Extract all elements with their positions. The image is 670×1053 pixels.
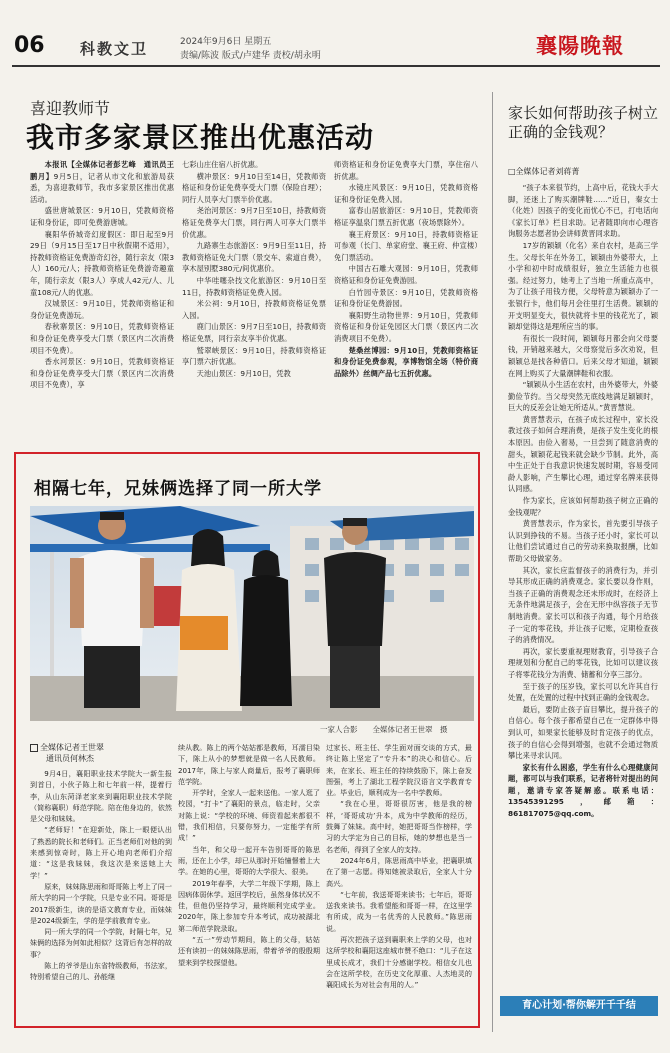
section-name: 科教文卫 [80, 40, 149, 58]
issue-date: 2024年9月6日 星期五 [180, 37, 272, 47]
paragraph: 黄晋慧表示，在孩子成长过程中，家长没教过孩子如何合理消费，是孩子发生变化的根本原因。由俭入奢易，一旦尝到了随意消费的甜头，颖颖花起钱来就会缺少节制。此外，高中生正处于自我意识快速发展时期，容易受同龄人影响，产生攀比心理，通过穿名牌来获得认同感。 [508, 414, 658, 494]
paragraph: 尧治河景区：9月7日至10日，持教师资格证免费享大门票，同行两人可享大门票半价优惠。 [182, 206, 326, 239]
paragraph: 米公祠：9月10日，持教师资格证免票入园。 [182, 299, 326, 320]
paragraph: 富春山居旅游区：9月10日，凭教师资格证享温泉门票五折优惠（夜场票除外）。 [334, 206, 478, 227]
paragraph: 9月4日，襄阳职业技术学院大一新生报到首日，小伙子陈上和七年前一样，提着行李，从山东菏泽老家来到襄阳职业技术学院（简称襄职）师范学院。陪在他身边的，依然是父母和妹妹。 [30, 769, 172, 824]
page-number: 06 [14, 33, 45, 58]
paragraph: 襄王府景区：9月10日，持教师资格证可参观（长门、单家府堂、襄王府、仲宣楼）免门票活动。 [334, 229, 478, 262]
paragraph: 中华哇噻杂技文化旅游区：9月10日至11日，持教师资格证免费入园。 [182, 275, 326, 297]
family-photo-illustration [30, 506, 474, 721]
paragraph: 有很长一段时间，颖颖每月都会向父母要钱，开销越来越大，父母察觉后多次劝说，但颖颖总是找各种借口。后来父母才知道，颖颖在网上购买了大量潮牌鞋和衣服。 [508, 333, 658, 378]
family-photo [30, 506, 474, 721]
paragraph: 续从教。陈上的两个姑姑都是教师，耳濡目染下，陈上从小的梦想就是做一名人民教师。2017年，陈上与家人商量后，报考了襄职师范学院。 [178, 743, 320, 786]
paragraph: “我在心里，哥哥很厉害，他是我的榜样，‘哥哥成功’升本，成为中学教师的经历，鼓舞了妹妹。高中时，她把哥哥当作榜样，学习的大学定为自己的目标，她的梦想也是当一名老师，得到了全家人的支持。 [326, 799, 472, 854]
article-lead [30, 159, 174, 205]
article-column-3 [334, 159, 478, 421]
paragraph: 再次把孩子送到襄职来上学的父母，也对这所学校和襄阳这座城市赞不绝口：“儿子在这里成长成才，我们十分感谢学校。相信女儿也会在这所学校，在历史文化厚重、人杰地灵的襄阳成长为对社会有用的人。” [326, 935, 472, 990]
paragraph: 陈上的爷爷是山东省特级教师，书法家，特别希望自己的儿、孙能继 [30, 961, 172, 982]
paragraph: 香水河景区：9月10日，凭教师资格证和身份证免费享受大门票（景区内二次消费项目不免费），享 [30, 357, 174, 390]
paragraph: “七年前，我送哥哥来读书；七年后，哥哥送我来读书。我希望能和哥哥一样，在这里学有所成，成为一名优秀的人民教师。”陈思雨说。 [326, 889, 472, 933]
paragraph: 开学时，全家人一起来送他。一家人逛了校园，“打卡”了襄阳的景点，临走时，父亲对陈上说：“学校的环境、师资看起来都很不错，我们相信，只要你努力，一定能学有所成！” [178, 788, 320, 843]
paragraph: 水镜庄风景区：9月10日，凭教师资格证和身份证免费入园。 [334, 183, 478, 204]
feature-column-3 [326, 742, 472, 1020]
byline-reporter: 全媒体记者王世翠 [30, 742, 104, 753]
article-lead-text: 9月5日，记者从市文化和旅游局获悉，为喜迎教师节，我市多家景区推出优惠活动。 [30, 171, 174, 204]
paragraph: 至于孩子的压岁钱，家长可以允许其自行处置，在处置的过程中找到正确的金钱观念。 [508, 681, 658, 703]
paragraph: 鹫翠峡景区：9月10日，持教师资格证享门票六折优惠。 [182, 345, 326, 367]
photo-caption: 一家人合影 全媒体记者王世翠 摄 [320, 725, 448, 734]
newspaper-logo: 襄陽晚報 [536, 33, 624, 58]
sidebar-title: 家长如何帮助孩子树立正确的金钱观？ [508, 104, 659, 141]
paragraph: 鹿门山景区：9月7日至10日，持教师资格证免票，同行亲友享半价优惠。 [182, 322, 326, 343]
paragraph: 横冲景区：9月10日至14日，凭教师资格证和身份证免费享受大门票（保险自理）；同行人员享大门票半价优惠。 [182, 171, 326, 204]
byline-correspondent: 通讯员何林杰 [46, 754, 94, 763]
paragraph: 盛世唐城景区：9月10日，凭教师资格证和身份证，即可免费游唐城。 [30, 206, 174, 227]
paragraph: 其次，家长应监督孩子的消费行为，并引导其形成正确的消费观念。家长要以身作则，当孩子正确的消费观念还未形成时，在经济上无条件地满足孩子，会在无形中纵容孩子无节制地消费。家长可以和孩子沟通，每个月给孩子一定的零花钱，并让孩子记账，定期检查孩子的消费情况。 [508, 565, 658, 645]
paragraph: 襄阳野生动物世界：9月10日，凭教师资格证和身份证免园区大门票（景区内二次消费项目不免费）。 [334, 310, 478, 343]
paragraph: 襄阳华侨城奇幻度假区：即日起至9月29日（9月15日至17日中秋假期不适用），持教师资格证免费游奇幻谷，随行亲友（限3人）160元/人；持教师资格证免费游奇趣童年，随行亲友（限3人）享成人42元/人、儿童108元/人的优惠。 [30, 229, 174, 297]
editor-credits: 责编/陈波 版式/卢建华 责校/胡永明 [180, 51, 321, 61]
paragraph: 七彩山庄住宿八折优惠。 [182, 160, 263, 169]
paragraph: “老师好！”在迎新处，陈上一眼便认出了熟悉的院长和老师们。正当老师们对他的到来感到惊奇时，陈上开心地向老师们介绍道：“这是我妹妹，我这次是来送她上大学！” [30, 825, 172, 880]
paragraph: 原来，妹妹陈思雨和哥哥陈上考上了同一所大学的同一个学院，只是专业不同。哥哥是2017级新生，读的是语文教育专业，而妹妹是2024级新生，学的是学前教育专业。 [30, 881, 172, 925]
paragraph: 黄晋慧表示，作为家长，首先要引导孩子认识到挣钱的不易。当孩子还小时，家长可以让他们尝试通过自己的劳动来换取报酬，比如帮助父母做家务。 [508, 519, 658, 563]
paragraph: “五一”劳动节期间，陈上的父母，姑姑还有读初一的妹妹陈思雨，带着爷爷的殷殷期望来到学校探望他。 [178, 935, 320, 967]
paragraph: “颖颖从小生活在农村，由外婆带大，外婆勤俭节约。当父母突然无底线地满足颖颖时，巨大的反差会让她无所适从。”黄晋慧说。 [508, 380, 658, 413]
paragraph: 九路寨生态旅游区：9月9日至11日，持教师资格证免大门票（景交车、索道自费），享木屋别墅380元/间优惠价。 [182, 241, 326, 274]
feature-column-2 [178, 742, 320, 1020]
article-kicker: 喜迎教师节 [30, 99, 111, 118]
paragraph: 白竹园寺景区：9月10日，凭教师资格证和身份证免费游园。 [334, 287, 478, 309]
paragraph: “孩子本来很节约，上高中后，花钱大手大脚，还迷上了购买潮牌鞋……”近日，秦女士（化姓）因孩子的变化而忧心不已，打电话向《家长订单》栏目求助。记者随即向市心理咨询服务志愿者协会讲师黄晋同求助。 [508, 183, 658, 239]
paragraph: 作为家长，应该如何帮助孩子树立正确的金钱观呢？ [508, 496, 658, 517]
paragraph: 当年，和父母一起开车告别哥哥的陈思雨，还在上小学，却已从那时开始憧憬着上大学。在她的心里，哥哥的大学很大、很美。 [178, 844, 320, 877]
feature-column-1 [30, 768, 172, 1020]
article-headline: 我市多家景区推出优惠活动 [26, 121, 375, 154]
column-slogan-banner: 育心计划·帮你解开千千结 [500, 996, 658, 1016]
article-column-1 [30, 159, 174, 421]
paragraph: 楚桑丝博园：9月10日，凭教师资格证和身份证免费参观，享博物馆全场（特价商品除外）丝绸产品七五折优惠。 [334, 345, 478, 378]
paragraph: 2024年6月，陈思雨高中毕业，把襄职填在了第一志愿。得知她被录取后，全家人十分高兴。 [326, 855, 472, 888]
paragraph: 天池山景区：9月10日，凭教 [196, 368, 291, 378]
paragraph: 同一所大学的同一个学院，时隔七年，兄妹俩的选择为何如此相似？这背后有怎样的故事？ [30, 927, 172, 959]
sidebar-body [508, 182, 658, 1002]
paragraph: 最后，要防止孩子盲目攀比，提升孩子的自信心。每个孩子都希望自己在一定群体中得到认可，如果家长能够及时肯定孩子的优点，孩子的自信心会得到增强，也就不会通过物质攀比来寻求认同。 [508, 704, 658, 761]
paragraph: 过家长、班主任、学生面对面交谈的方式，最终让陈上坚定了“专升本”的决心和信心。后来，在家长、班主任的持续鼓励下，陈上奋发图强，考上了湖北工程学院汉语言文学教育专业。毕业后，顺利成为一名中学教师。 [326, 743, 472, 798]
column-divider [492, 92, 493, 1032]
feature-byline [30, 742, 104, 764]
feature-title: 相隔七年，兄妹俩选择了同一所大学 [34, 479, 322, 499]
header-rule [12, 65, 660, 67]
paragraph: 17岁的颖颖（化名）来自农村，是高三学生。父母长年在外务工，颖颖由外婆带大，上小学和初中时成绩很好，独立生活能力也很强。经过努力，她考上了当地一所重点高中，为了让孩子用钱方便，父母特意为颖颖办了一张银行卡，他们每月会往里打生活费。颖颖的开支明显变大，很快就将卡里的钱花光了，颖颖却觉得这是理所应当的事。 [508, 240, 658, 332]
sidebar-byline: □全媒体记者刘蒋菁 [508, 167, 580, 176]
paragraph: 2019年春季，大学二年级下学期，陈上因病体弱休学。返回学校后，虽然身体状况不佳，但他仍坚持学习，最终顺利完成学业。2020年，陈上参加专升本考试，成功被湖北第二师范学院录取。 [178, 878, 320, 933]
paragraph: 春秋寨景区：9月10日，凭教师资格证和身份证免费享受大门票（景区内二次消费项目不免费）。 [30, 322, 174, 355]
paragraph: 家长有什么困惑，学生有什么心理健康问题，都可以与我们联系，记者将针对提出的问题，邀请专家答疑解惑。联系电话：13545391295，邮箱：861817075@qq.com。 [508, 762, 658, 819]
article-lead-byline: 本报讯【全媒体记者彭艺峰 通讯员王鹏月】 [30, 160, 174, 181]
paragraph: 中国古石雕大观园：9月10日，凭教师资格证和身份证免费游园。 [334, 264, 478, 285]
paragraph: 汉城景区：9月10日，凭教师资格证和身份证免费游玩。 [30, 299, 174, 320]
paragraph: 再次，家长要重视理财教育，引导孩子合理规划和分配自己的零花钱，比如可以建议孩子将零花钱分为消费、储蓄和分享三部分。 [508, 646, 658, 679]
paragraph: 师资格证和身份证免费享大门票，享住宿八折优惠。 [334, 160, 478, 181]
square-bullet-icon [30, 744, 38, 752]
article-column-2 [182, 159, 326, 421]
